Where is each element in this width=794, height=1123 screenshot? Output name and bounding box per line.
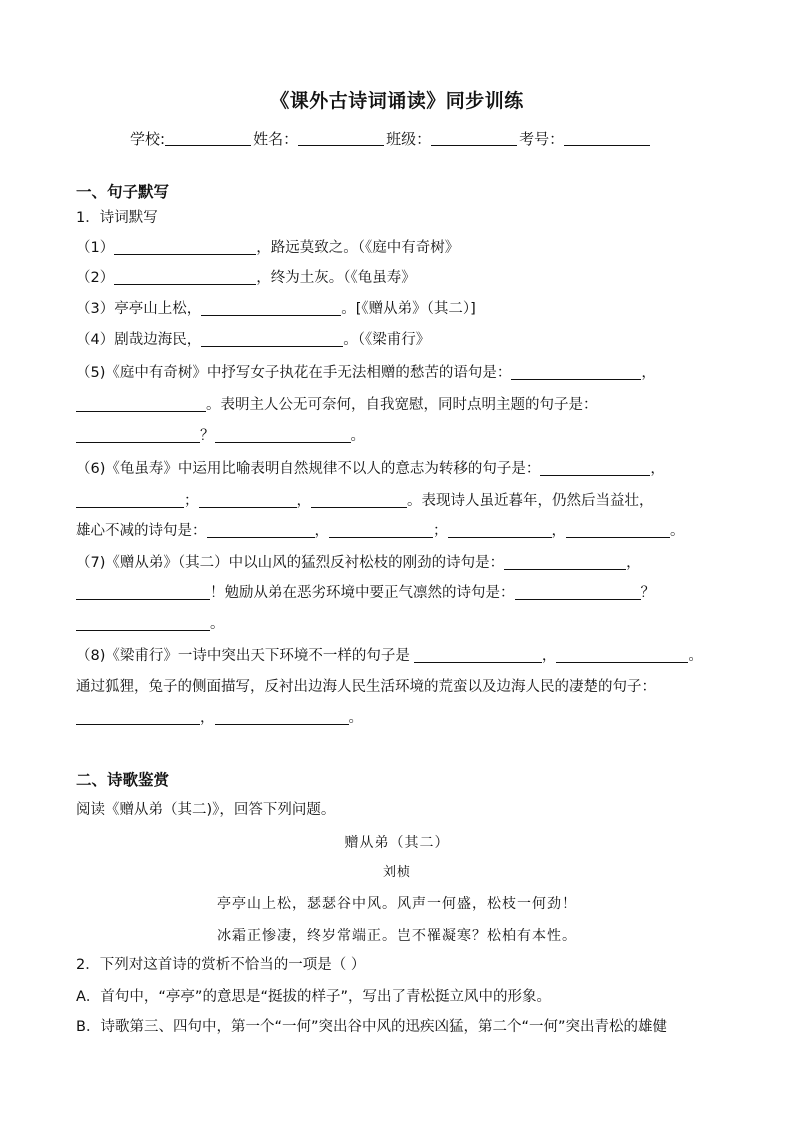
answer-blank[interactable] <box>207 522 315 538</box>
class-blank[interactable] <box>431 130 517 146</box>
page-title: 《课外古诗词诵读》同步训练 <box>270 90 524 112</box>
item-6-line-3 <box>76 521 685 541</box>
item-number: （1） <box>76 240 115 256</box>
item-5-line-3 <box>76 426 365 446</box>
poem-title: 赠从弟（其二） <box>344 835 450 851</box>
answer-blank[interactable] <box>76 709 200 725</box>
item-6-line-2 <box>76 491 654 511</box>
poem-line-1: 亭亭山上松，瑟瑟谷中风。风声一何盛，松枝一何劲！ <box>217 896 577 912</box>
period: 。 <box>348 710 363 726</box>
answer-blank[interactable] <box>504 554 626 570</box>
poem-author: 刘桢 <box>382 865 411 880</box>
comma: ， <box>200 710 215 726</box>
reading-intro: 阅读《赠从弟（其二)》，回答下列问题。 <box>76 802 336 818</box>
item-7-line-1 <box>76 553 641 573</box>
item-text: ，路远莫致之。（《庭中有奇树》 <box>256 240 460 256</box>
answer-blank[interactable] <box>76 492 184 508</box>
item-text: ，终为土灰。（《龟虽寿》 <box>256 270 416 286</box>
answer-blank[interactable] <box>76 615 210 631</box>
item-3 <box>76 299 476 319</box>
item-text: 。[《赠从弟》（其二）] <box>341 301 476 317</box>
item-8-prompt-2: 通过狐狸，兔子的侧面描写，反衬出边海人民生活环境的荒蛮以及边海人民的凄楚的句子： <box>76 679 656 695</box>
item-number: （4） <box>76 332 115 348</box>
answer-blank[interactable] <box>329 522 433 538</box>
item-7-prompt-2: ！勉励从弟在恶劣环境中要正气凛然的诗句是： <box>210 585 515 601</box>
comma: ， <box>296 493 311 509</box>
answer-blank[interactable] <box>114 239 256 255</box>
answer-blank[interactable] <box>511 364 641 380</box>
item-5-prompt-2: 。表明主人公无可奈何，自我宽慰，同时点明主题的句子是： <box>206 397 598 413</box>
question-mark: ？ <box>200 428 215 444</box>
answer-blank[interactable] <box>515 584 641 600</box>
item-7-line-2 <box>76 583 655 603</box>
answer-blank[interactable] <box>201 331 343 347</box>
comma: ， <box>650 461 665 477</box>
name-blank[interactable] <box>298 130 384 146</box>
answer-blank[interactable] <box>201 300 341 316</box>
item-8-prompt: （8)《梁甫行》一诗中突出天下环境不一样的句子是 <box>76 648 410 664</box>
question-1-label: 1．诗词默写 <box>76 210 158 226</box>
question-mark: ？ <box>640 585 655 601</box>
option-a[interactable]: A．首句中，“亭亭”的意思是“挺拔的样子”，写出了青松挺立风中的形象。 <box>76 989 551 1005</box>
answer-blank[interactable] <box>199 492 297 508</box>
exam-no-blank[interactable] <box>564 130 650 146</box>
item-2 <box>76 268 416 288</box>
student-info-line <box>130 128 652 149</box>
item-6-line-1 <box>76 459 665 479</box>
item-text: 。（《梁甫行》 <box>343 332 431 348</box>
item-8-line-2 <box>76 677 656 697</box>
semicolon: ； <box>433 523 448 539</box>
section-heading-appreciation: 二、诗歌鉴赏 <box>76 771 170 789</box>
semicolon: ； <box>184 493 199 509</box>
answer-blank[interactable] <box>215 709 349 725</box>
comma: ， <box>541 648 557 664</box>
item-6-prompt-3: 雄心不减的诗句是： <box>76 523 207 539</box>
answer-blank[interactable] <box>448 522 552 538</box>
school-blank[interactable] <box>165 130 251 146</box>
name-label: 姓名： <box>253 130 299 148</box>
school-label: 学校: <box>130 130 166 148</box>
item-5-prompt: （5)《庭中有奇树》中抒写女子执花在手无法相赠的愁苦的语句是： <box>76 365 512 381</box>
answer-blank[interactable] <box>566 522 670 538</box>
option-b[interactable]: B．诗歌第三、四句中，第一个“一何”突出谷中风的迅疾凶猛，第二个“一何”突出青松的雄健 <box>76 1019 667 1035</box>
item-7-prompt: （7)《赠从弟》（其二）中以山风的猛烈反衬松枝的刚劲的诗句是： <box>76 555 505 571</box>
item-6-prompt: （6)《龟虽寿》中运用比喻表明自然规律不以人的意志为转移的句子是： <box>76 461 541 477</box>
comma: ， <box>551 523 566 539</box>
item-1 <box>76 238 459 258</box>
answer-blank[interactable] <box>414 647 542 663</box>
exam-no-label: 考号： <box>519 130 565 148</box>
item-5-line-1 <box>76 363 656 383</box>
answer-blank[interactable] <box>556 647 688 663</box>
answer-blank[interactable] <box>215 427 351 443</box>
period: 。 <box>670 523 685 539</box>
item-6-prompt-2: 。表现诗人虽近暮年，仍然后当益壮， <box>407 493 654 509</box>
period: 。 <box>688 648 703 664</box>
comma: ， <box>314 523 329 539</box>
answer-blank[interactable] <box>76 427 200 443</box>
class-label: 班级： <box>386 130 432 148</box>
poem-line-2: 冰霜正惨凄，终岁常端正。岂不罹凝寒？松柏有本性。 <box>217 928 577 944</box>
comma: ， <box>641 365 656 381</box>
answer-blank[interactable] <box>114 269 256 285</box>
question-2: 2．下列对这首诗的赏析不恰当的一项是（ ） <box>76 957 366 973</box>
item-8-line-1 <box>76 646 703 666</box>
item-number: （3） <box>76 301 115 317</box>
answer-blank[interactable] <box>76 584 210 600</box>
item-8-line-3 <box>76 708 363 728</box>
item-number: （2） <box>76 270 115 286</box>
section-heading-recitation: 一、句子默写 <box>76 183 170 201</box>
item-5-line-2 <box>76 395 598 415</box>
item-prefix: 剧哉边海民， <box>114 332 202 348</box>
period: 。 <box>210 616 225 632</box>
comma: ， <box>626 555 641 571</box>
period: 。 <box>350 428 365 444</box>
answer-blank[interactable] <box>311 492 407 508</box>
answer-blank[interactable] <box>540 460 650 476</box>
item-prefix: 亭亭山上松， <box>114 301 202 317</box>
answer-blank[interactable] <box>76 396 206 412</box>
item-7-line-3 <box>76 614 225 634</box>
item-4 <box>76 330 430 350</box>
